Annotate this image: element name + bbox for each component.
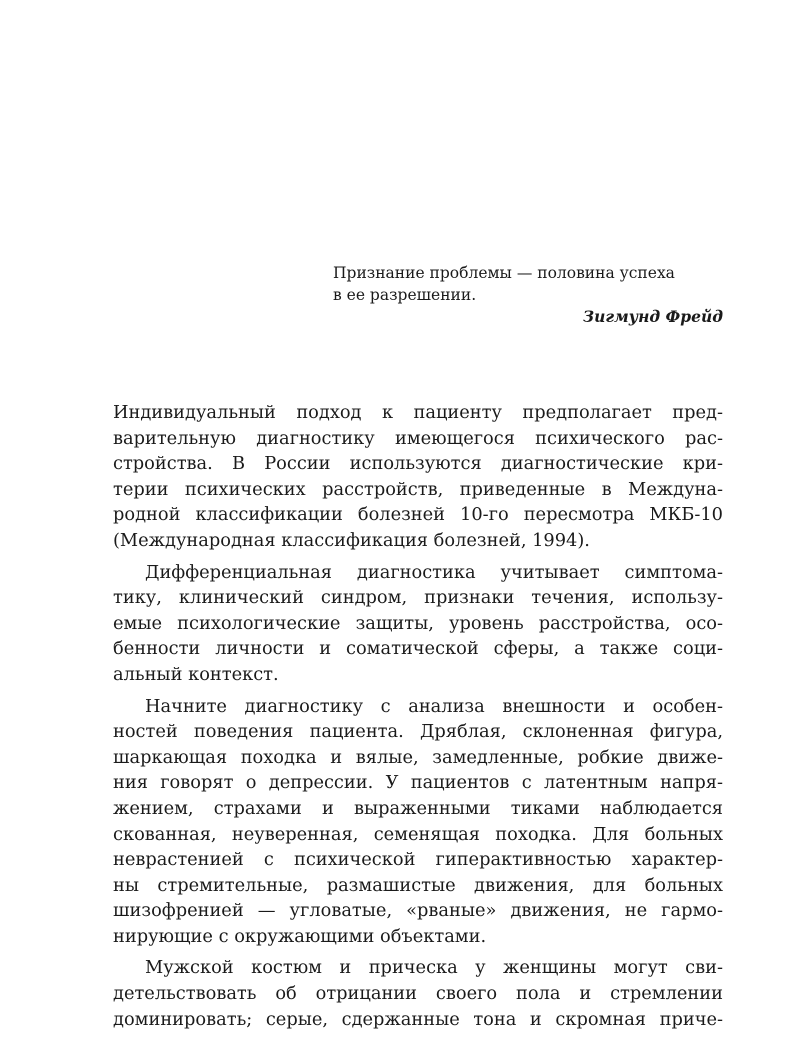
text-line: доминировать; серые, сдержанные тона и скромная приче- bbox=[113, 1008, 723, 1030]
text-line: неврастенией с психической гиперактивностью характер- bbox=[113, 849, 723, 871]
epigraph bbox=[333, 262, 723, 328]
text-line: ны стремительные, размашистые движения, для больных bbox=[113, 874, 723, 896]
text-line: варительную диагностику имеющегося психического рас- bbox=[113, 427, 723, 449]
text-line: емые психологические защиты, уровень расстройства, осо- bbox=[113, 612, 723, 634]
text-line: тику, клинический синдром, признаки течения, использу- bbox=[113, 587, 723, 609]
epigraph-author: Зигмунд Фрейд bbox=[582, 307, 723, 326]
text-line: Начните диагностику с анализа внешности и особен- bbox=[145, 695, 723, 717]
text-line: (Международная классификация болезней, 1994). bbox=[113, 529, 590, 551]
paragraph-3 bbox=[113, 694, 723, 950]
text-line: детельствовать об отрицании своего пола и стремлении bbox=[113, 983, 723, 1005]
body-text bbox=[113, 400, 723, 1038]
text-line: Мужской костюм и прическа у женщины могут сви- bbox=[145, 957, 723, 979]
text-line: стройства. В России используются диагностические кри- bbox=[113, 453, 723, 475]
text-line: ностей поведения пациента. Дряблая, склоненная фигура, bbox=[113, 721, 723, 743]
text-line: скованная, неуверенная, семенящая походка. Для больных bbox=[113, 823, 723, 845]
text-line: шизофренией — угловатые, «рваные» движения, не гармо- bbox=[113, 900, 723, 922]
text-line: альный контекст. bbox=[113, 663, 279, 685]
text-line: родной классификации болезней 10-го пересмотра МКБ-10 bbox=[113, 504, 723, 526]
text-line: шаркающая походка и вялые, замедленные, робкие движе- bbox=[113, 746, 723, 768]
text-line: Индивидуальный подход к пациенту предполагает пред- bbox=[113, 402, 723, 423]
text-line: нирующие с окружающими объектами. bbox=[113, 925, 487, 947]
paragraph-1 bbox=[113, 400, 723, 554]
text-line: ния говорят о депрессии. У пациентов с латентным напря- bbox=[113, 772, 723, 794]
epigraph-line: Признание проблемы — половина успеха bbox=[333, 264, 675, 282]
text-line: терии психических расстройств, приведенные в Междуна- bbox=[113, 478, 723, 500]
epigraph-line: в ее разрешении. bbox=[333, 286, 477, 304]
text-line: бенности личности и соматической сферы, а также соци- bbox=[113, 638, 723, 660]
paragraph-4 bbox=[113, 955, 723, 1032]
text-line: жением, страхами и выраженными тиками наблюдается bbox=[113, 797, 723, 819]
text-line: Дифференциальная диагностика учитывает симптома- bbox=[145, 561, 723, 583]
paragraph-2 bbox=[113, 560, 723, 688]
